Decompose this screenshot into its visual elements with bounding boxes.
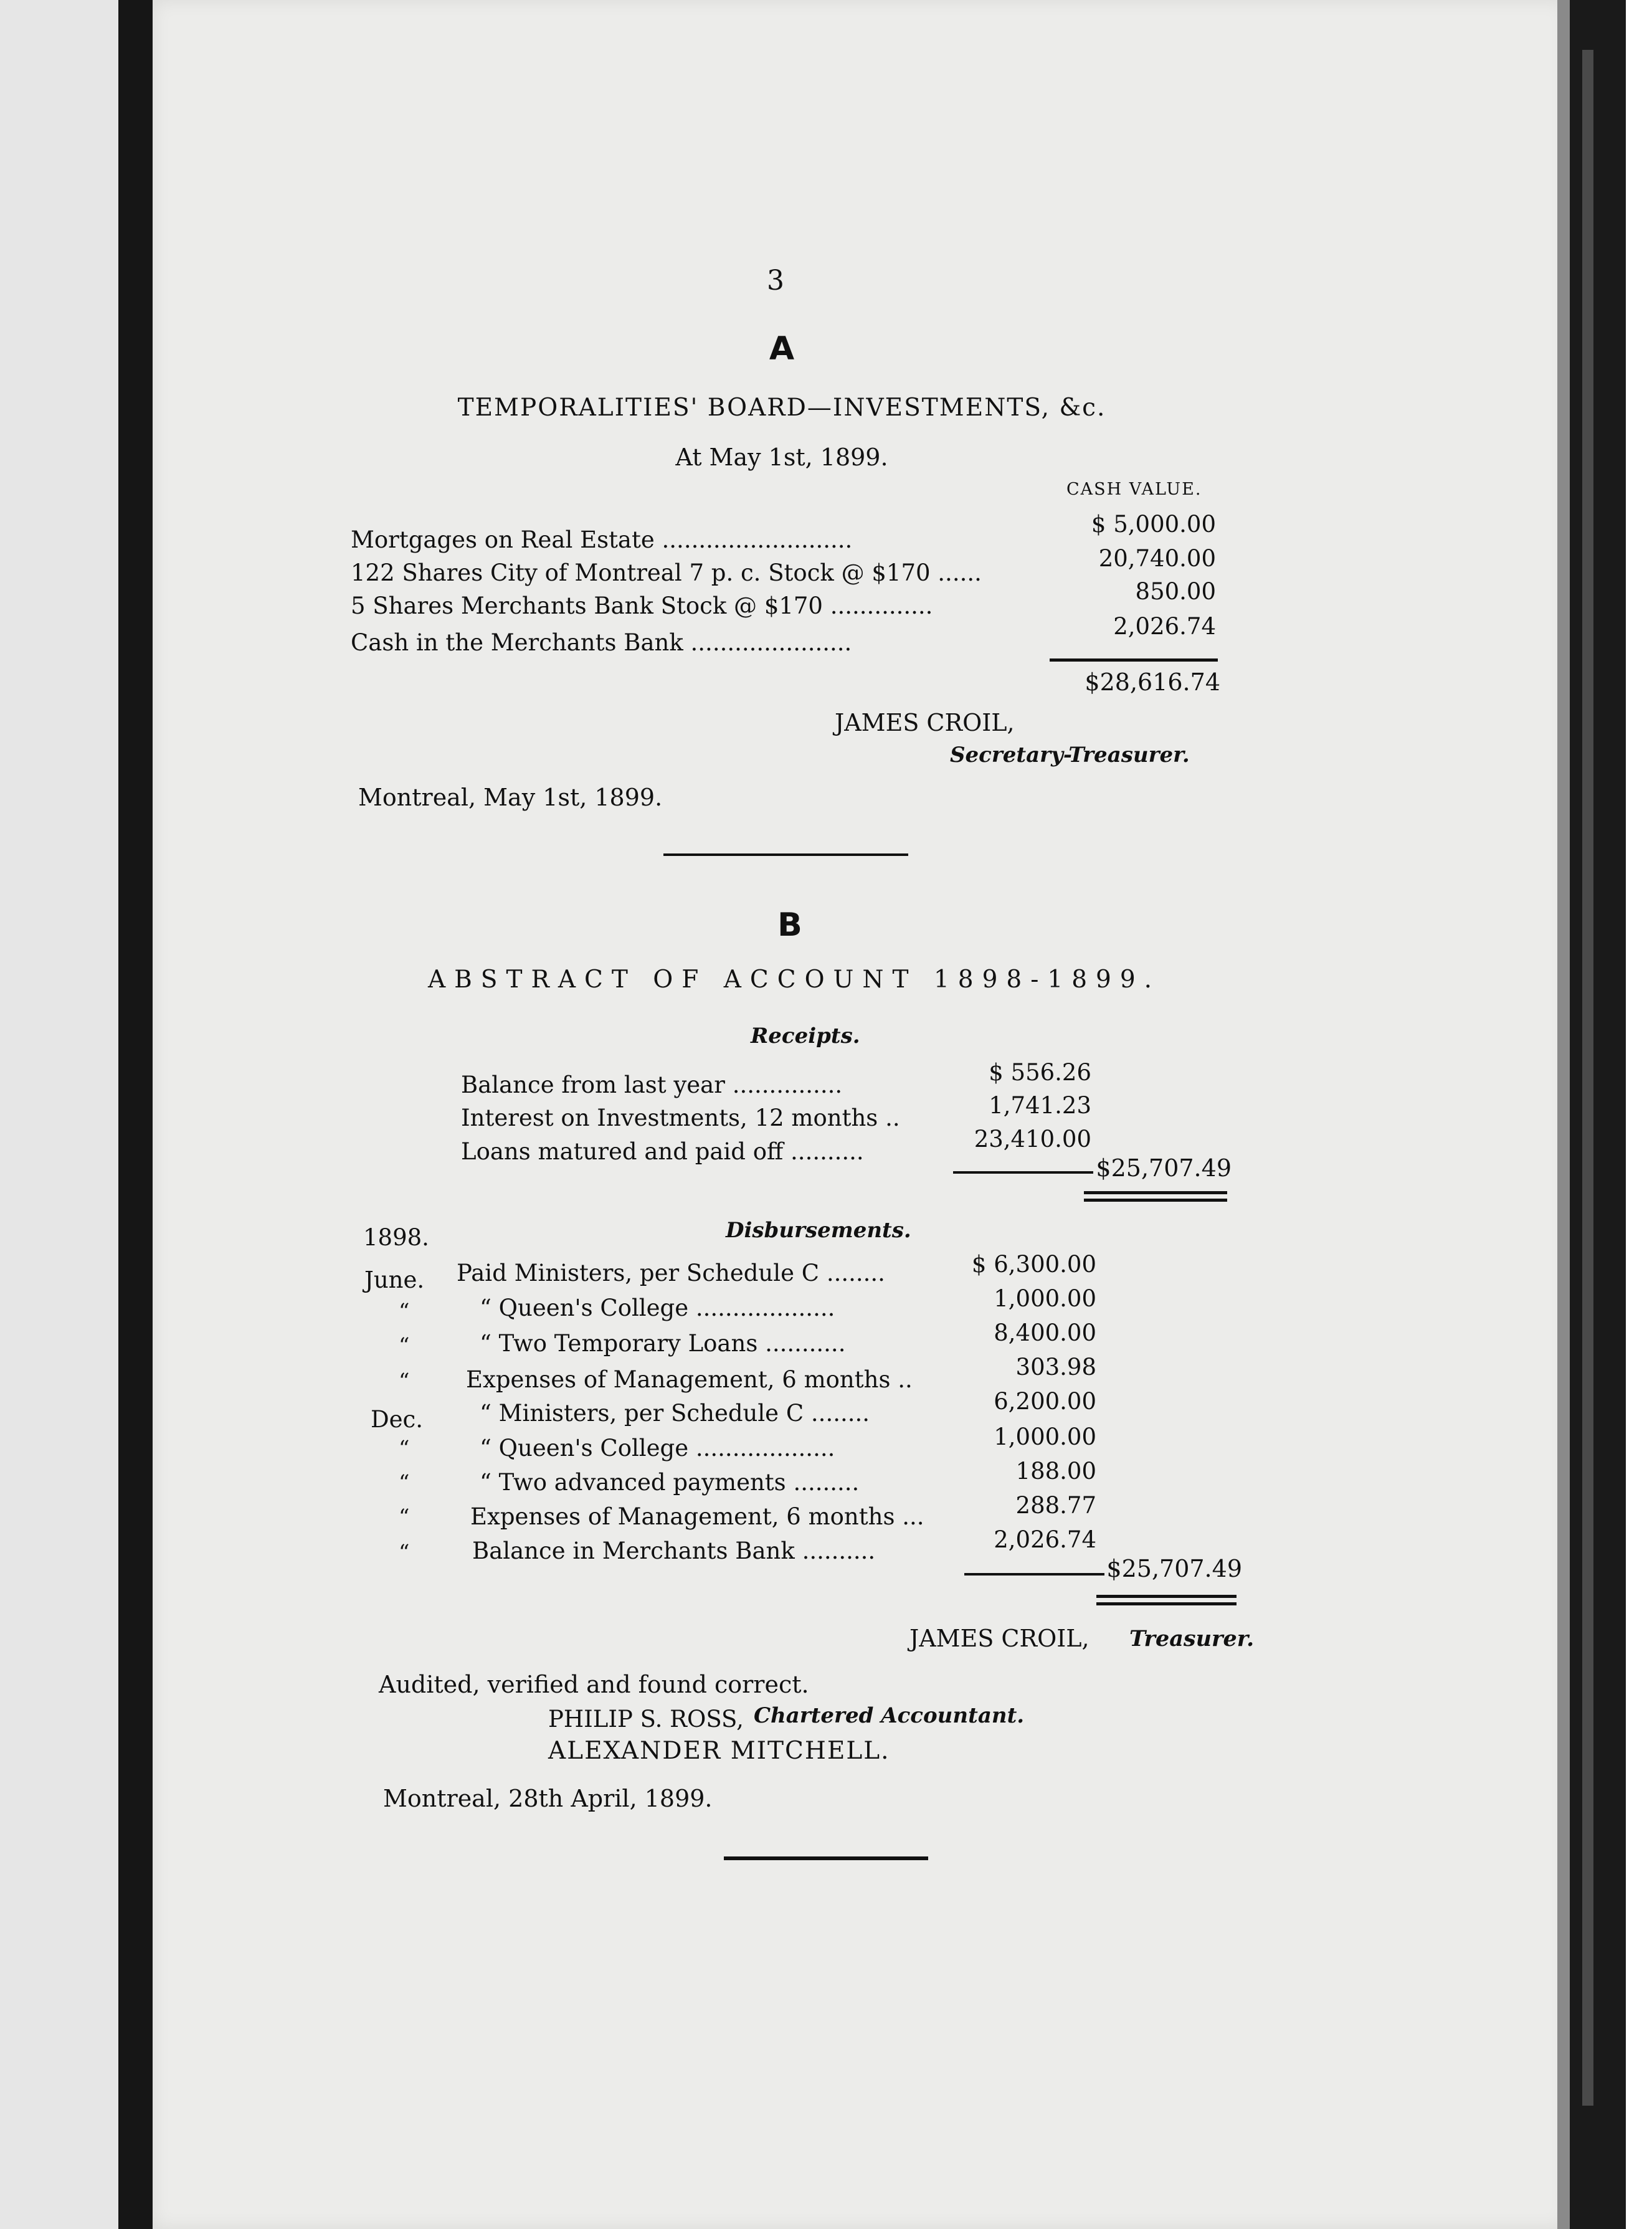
auditor-name: PHILIP S. ROSS, xyxy=(548,1706,744,1732)
section-b-title: ABSTRACT OF ACCOUNT 1898-1899. xyxy=(427,966,1161,994)
disbursement-label: “ Queen's College ................... xyxy=(480,1435,835,1461)
disbursement-label: “ Two advanced payments ......... xyxy=(480,1469,860,1496)
investment-item-label: 122 Shares City of Montreal 7 p. c. Stock @ $170 ...... xyxy=(351,559,982,586)
receipt-item-value: $ 556.26 xyxy=(989,1059,1091,1086)
receipt-item-label: Interest on Investments, 12 months .. xyxy=(461,1105,900,1131)
auditor-title: Chartered Accountant. xyxy=(754,1703,1025,1728)
disbursement-value: 6,200.00 xyxy=(994,1388,1096,1415)
receipt-item-label: Loans matured and paid off .......... xyxy=(461,1138,864,1165)
scan-margin xyxy=(1626,0,1652,2229)
investment-item-label: 5 Shares Merchants Bank Stock @ $170 .............. xyxy=(351,592,933,619)
disbursement-label: Expenses of Management, 6 months ... xyxy=(470,1503,924,1530)
disbursement-label: “ Ministers, per Schedule C ........ xyxy=(480,1400,870,1427)
disbursement-value: 303.98 xyxy=(1015,1354,1096,1381)
disbursement-label: “ Two Temporary Loans ........... xyxy=(480,1330,846,1357)
disbursements-double-rule-top xyxy=(1096,1595,1237,1598)
ditto-mark: “ xyxy=(399,1436,410,1461)
investment-item-value: 2,026.74 xyxy=(1113,613,1216,640)
audit-line: Audited, verified and found correct. xyxy=(379,1671,809,1698)
facing-page-edge xyxy=(0,0,118,2229)
disbursement-value: 288.77 xyxy=(1015,1492,1096,1519)
second-auditor-name: ALEXANDER MITCHELL. xyxy=(548,1737,890,1765)
section-a-title: TEMPORALITIES' BOARD—INVESTMENTS, &c. xyxy=(457,394,1106,422)
receipt-item-value: 23,410.00 xyxy=(974,1126,1091,1153)
disbursement-value: 1,000.00 xyxy=(994,1285,1096,1312)
section-divider xyxy=(663,853,908,856)
page-number: 3 xyxy=(767,265,784,297)
treasurer-title: Treasurer. xyxy=(1129,1626,1255,1652)
disbursement-date: June. xyxy=(364,1267,425,1293)
disbursement-value: 188.00 xyxy=(1015,1458,1096,1485)
section-a-date: At May 1st, 1899. xyxy=(675,444,888,471)
disbursement-label: Expenses of Management, 6 months .. xyxy=(466,1366,913,1393)
book-gutter xyxy=(118,0,153,2229)
ditto-mark: “ xyxy=(399,1299,410,1324)
disbursements-total: $25,707.49 xyxy=(1106,1555,1242,1582)
ditto-mark: “ xyxy=(399,1470,410,1495)
section-a-letter: A xyxy=(769,330,795,368)
ditto-mark: “ xyxy=(399,1369,410,1394)
receipts-total: $25,707.49 xyxy=(1096,1154,1232,1182)
disbursements-year: 1898. xyxy=(363,1224,429,1251)
disbursement-label: Balance in Merchants Bank .......... xyxy=(472,1537,876,1564)
investment-item-value: 20,740.00 xyxy=(1098,545,1216,572)
disbursement-value: 8,400.00 xyxy=(994,1319,1096,1346)
end-rule xyxy=(724,1856,928,1860)
investment-item-label: Cash in the Merchants Bank ...................... xyxy=(351,629,852,656)
ditto-mark: “ xyxy=(399,1504,410,1529)
disbursement-label: “ Queen's College ................... xyxy=(480,1295,835,1321)
section-a-total: $28,616.74 xyxy=(1085,668,1220,696)
signatory-title: Secretary-Treasurer. xyxy=(950,743,1190,768)
receipt-item-label: Balance from last year ............... xyxy=(461,1072,843,1098)
disbursement-label: Paid Ministers, per Schedule C ........ xyxy=(457,1260,885,1286)
disbursement-value: 2,026.74 xyxy=(994,1526,1096,1553)
book-cover-edge xyxy=(1570,0,1626,2229)
disbursement-value: $ 6,300.00 xyxy=(971,1251,1096,1278)
receipts-double-rule-bottom xyxy=(1084,1199,1227,1202)
disbursements-heading: Disbursements. xyxy=(726,1218,911,1243)
investment-item-value: 850.00 xyxy=(1135,578,1216,605)
disbursement-value: 1,000.00 xyxy=(994,1423,1096,1450)
receipts-heading: Receipts. xyxy=(751,1024,860,1048)
investment-item-label: Mortgages on Real Estate .......................... xyxy=(351,526,853,553)
section-a-place-date: Montreal, May 1st, 1899. xyxy=(358,784,663,811)
section-b-letter: B xyxy=(777,906,802,944)
investment-item-value: $ 5,000.00 xyxy=(1091,511,1216,538)
disbursements-double-rule-bottom xyxy=(1096,1602,1237,1605)
ditto-mark: “ xyxy=(399,1540,410,1565)
section-b-place-date: Montreal, 28th April, 1899. xyxy=(383,1785,713,1812)
total-rule xyxy=(1050,658,1218,662)
receipt-item-value: 1,741.23 xyxy=(989,1092,1091,1119)
cash-value-header: CASH VALUE. xyxy=(1066,480,1202,499)
signatory-name: JAMES CROIL, xyxy=(835,709,1015,736)
book-cover-strip xyxy=(1582,50,1593,2106)
disbursements-subtotal-rule xyxy=(964,1573,1104,1576)
ditto-mark: “ xyxy=(399,1333,410,1358)
disbursement-date: Dec. xyxy=(371,1406,424,1433)
receipts-subtotal-rule xyxy=(953,1171,1093,1174)
receipts-double-rule-top xyxy=(1084,1191,1227,1194)
treasurer-name: JAMES CROIL, xyxy=(909,1625,1089,1652)
